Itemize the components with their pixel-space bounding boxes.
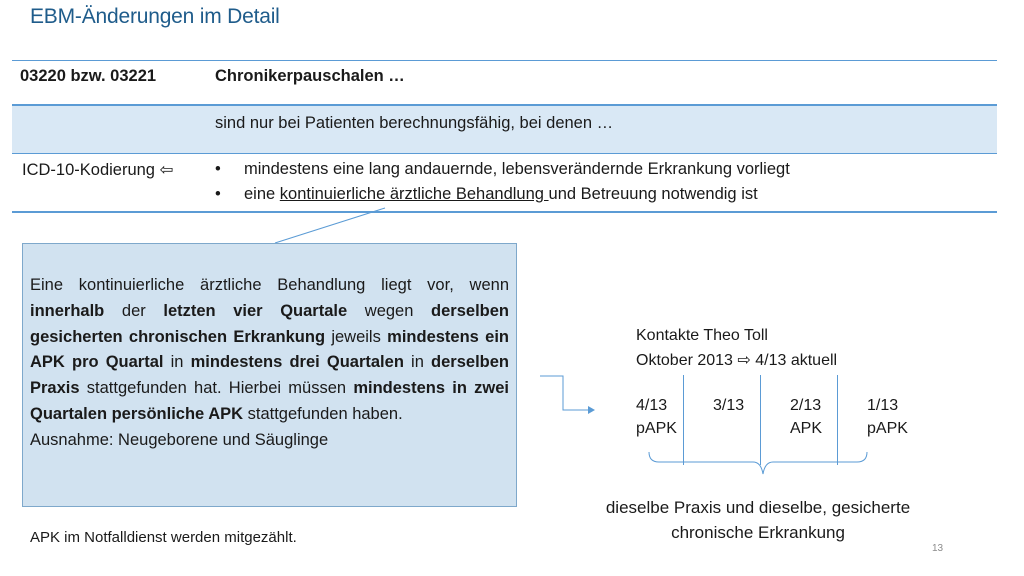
exception-text: Ausnahme: Neugeborene und Säuglinge <box>30 430 329 449</box>
quarter-apk: pAPK <box>636 420 677 437</box>
text-run: in <box>163 353 191 372</box>
text-run: jeweils <box>325 327 388 346</box>
bullet-icon: • <box>215 185 221 203</box>
slide-title: EBM-Änderungen im Detail <box>30 5 280 28</box>
quarter-divider <box>683 375 684 465</box>
elbow-arrow-line <box>540 376 588 410</box>
definition-paragraph <box>30 276 509 423</box>
table-condition-cell: sind nur bei Patienten berechnungsfähig, bei denen … <box>215 114 614 132</box>
bold-phrase: mindestens drei Quartalen <box>190 353 404 372</box>
bold-phrase: letzten vier Quartale <box>163 301 348 320</box>
text-run: der <box>104 301 164 320</box>
quarter-apk: pAPK <box>867 420 908 437</box>
quarter-divider <box>837 375 838 465</box>
callout-pointer-line <box>275 208 385 243</box>
bold-phrase: derselben Praxis <box>30 353 509 398</box>
text-run: wegen <box>347 301 432 320</box>
caption-line: chronische Erkrankung <box>671 523 845 542</box>
example-caption <box>560 495 956 545</box>
caption-line: dieselbe Praxis und dieselbe, gesicherte <box>605 498 911 517</box>
icd-label-cell: ICD-10-Kodierung ⇦ <box>22 161 174 179</box>
underlined-phrase: kontinuierliche ärztliche Behandlung <box>279 185 549 203</box>
table-heading-cell: Chronikerpauschalen … <box>215 67 405 85</box>
bullet-icon: • <box>215 160 221 178</box>
example-subheading: Oktober 2013 ⇨ 4/13 aktuell <box>636 352 838 369</box>
definition-text <box>30 273 509 454</box>
text-run: stattgefunden hat. Hierbei müssen <box>79 379 354 398</box>
quarter-apk: APK <box>790 420 823 437</box>
bullet-text: mindestens eine lang andauernde, lebensverändernde Erkrankung vorliegt <box>244 160 790 178</box>
page-number: 13 <box>932 543 944 554</box>
quarter-label: 3/13 <box>713 397 745 414</box>
table-code-cell: 03220 bzw. 03221 <box>20 67 157 85</box>
arrow-head-icon <box>588 406 595 414</box>
bold-phrase: innerhalb <box>30 301 105 320</box>
bold-phrase: mindestens ein APK pro Quartal <box>30 327 509 372</box>
example-heading: Kontakte Theo Toll <box>636 327 768 344</box>
quarter-divider <box>760 375 761 465</box>
quarter-label: 4/13 <box>636 397 668 414</box>
bold-phrase: mindestens in zwei Quartalen persönliche APK <box>30 379 509 423</box>
brace-icon <box>649 452 867 474</box>
text-run: Eine kontinuierliche ärztliche Behandlung liegt vor, wenn <box>30 276 509 294</box>
footnote: APK im Notfalldienst werden mitgezählt. <box>30 529 297 546</box>
text-run: stattgefunden haben. <box>243 404 403 423</box>
bullet-text: eine kontinuierliche ärztliche Behandlung und Betreuung notwendig ist <box>244 185 758 203</box>
bold-phrase: derselben gesicherten chronischen Erkrankung <box>30 301 509 346</box>
quarter-label: 1/13 <box>867 397 899 414</box>
quarter-label: 2/13 <box>790 397 822 414</box>
text-run: in <box>403 353 432 372</box>
